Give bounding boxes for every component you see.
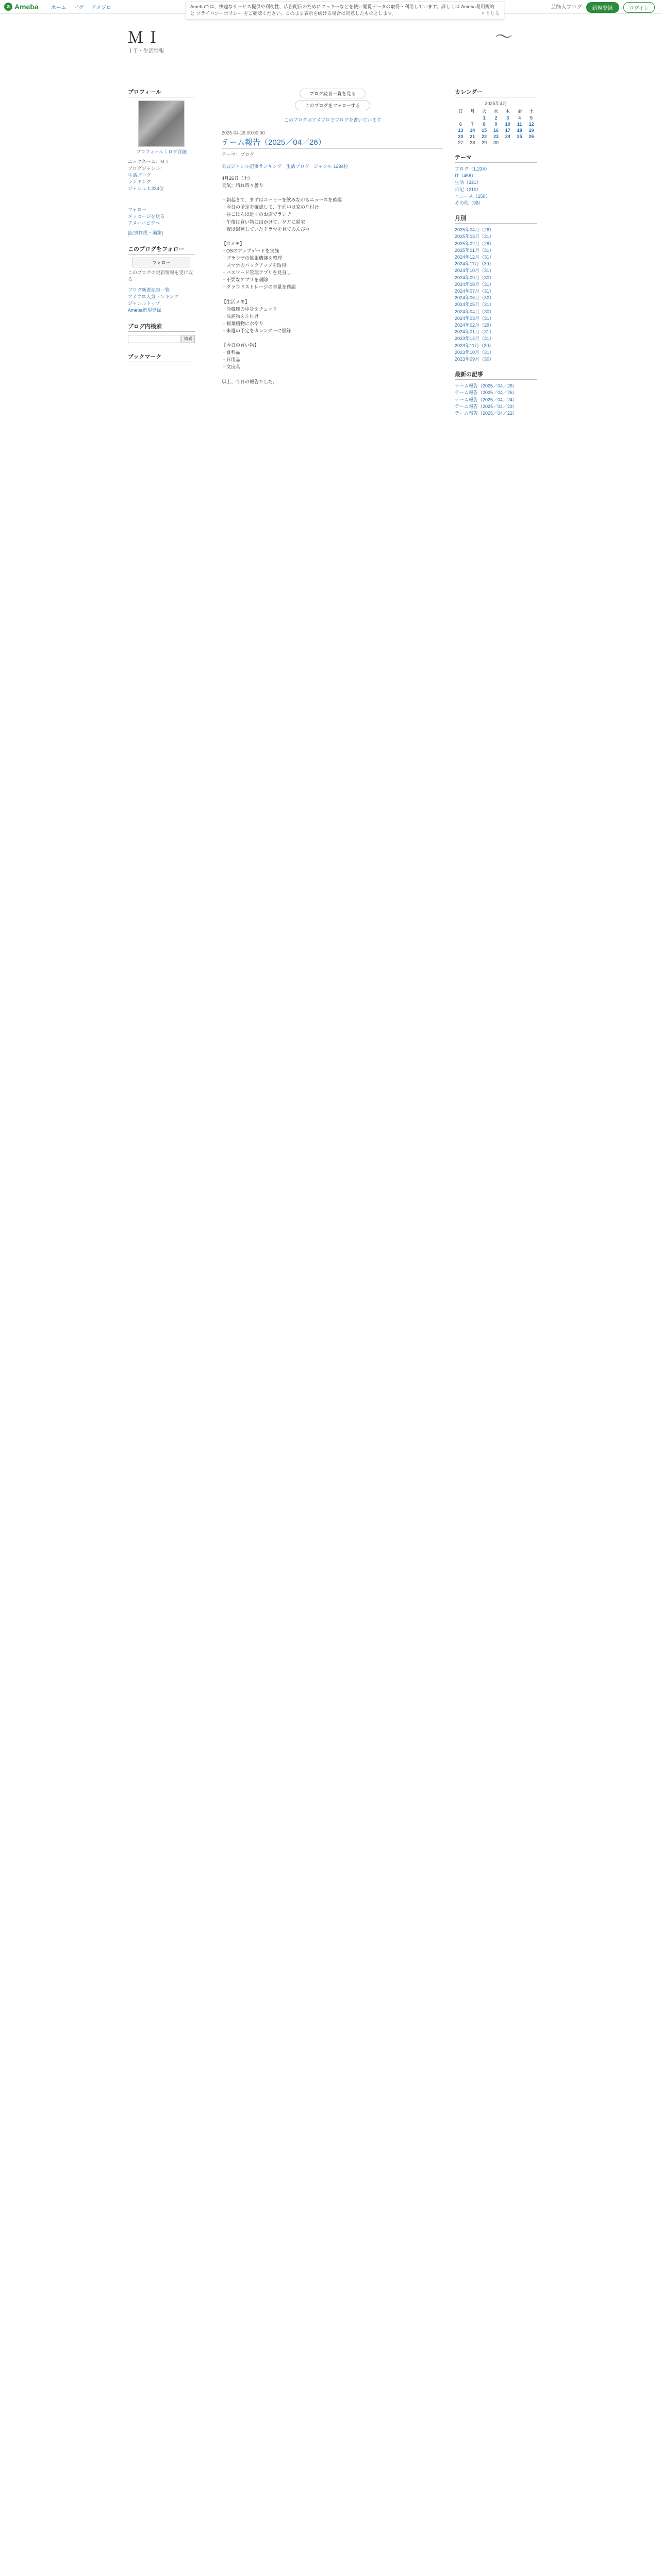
cal-day[interactable]: 23 (493, 134, 499, 139)
entry-title[interactable]: テーム報告（2025／04／26） (222, 137, 443, 149)
month-item[interactable]: 2024年10月（31） (455, 268, 494, 274)
month-item[interactable]: 2024年11月（30） (455, 261, 494, 267)
month-item[interactable]: 2025年01月（31） (455, 247, 494, 253)
cal-day[interactable]: 4 (518, 115, 521, 121)
cal-day[interactable]: 19 (528, 128, 534, 133)
profile-heading: プロフィール (128, 88, 195, 97)
cookie-notice-close[interactable]: × とじる (482, 11, 500, 16)
cal-day[interactable]: 17 (505, 128, 510, 133)
profile-line: ランキング (128, 179, 151, 184)
ameba-logo[interactable] (4, 3, 39, 11)
calendar (455, 107, 537, 146)
month-item[interactable]: 2024年09月（30） (455, 275, 494, 280)
cal-day[interactable]: 16 (493, 128, 499, 133)
cal-day (455, 115, 467, 121)
month-item[interactable]: 2023年09月（30） (455, 357, 494, 362)
cal-day[interactable]: 22 (482, 134, 487, 139)
bookmark-heading: ブックマーク (128, 352, 195, 362)
cal-head: 土 (529, 109, 534, 114)
cal-day[interactable]: 6 (459, 122, 462, 127)
genre-link[interactable]: 生活ブログ (286, 164, 309, 169)
cal-day[interactable]: 7 (471, 122, 474, 127)
login-button[interactable]: ログイン (623, 2, 655, 13)
theme-item[interactable]: 日記（210） (455, 187, 482, 192)
cal-day[interactable]: 5 (530, 115, 533, 121)
main-content (222, 88, 443, 385)
right-sidebar (455, 88, 537, 417)
blog-title[interactable]: ＭＩ (128, 29, 163, 47)
cal-day (514, 140, 525, 146)
month-item[interactable]: 2023年12月（31） (455, 336, 494, 342)
profile-nickname: ニックネーム：ＭＩ (128, 159, 170, 164)
profile-line[interactable]: 生活ブログ (128, 173, 152, 178)
month-item[interactable]: 2023年10月（31） (455, 349, 494, 355)
cal-day[interactable]: 11 (517, 122, 522, 127)
theme-list (455, 166, 537, 207)
follow-note: このブログの更新情報を受け取る (128, 270, 193, 282)
cal-day[interactable]: 18 (517, 128, 522, 133)
header-decoration: 〜 (495, 27, 512, 47)
cal-day (467, 115, 478, 121)
cookie-notice (186, 1, 504, 20)
cal-day: 30 (493, 140, 499, 145)
recent-item[interactable]: テーム報告（2025／04／23） (455, 403, 518, 409)
month-item[interactable]: 2024年06月（30） (455, 295, 494, 301)
profile-actions (128, 207, 195, 227)
cal-day[interactable]: 26 (528, 134, 534, 139)
ameblo-tagline[interactable]: このブログはアメブロでブログを書いています (284, 117, 382, 123)
cal-day: 27 (458, 140, 464, 145)
month-item[interactable]: 2025年02月（28） (455, 241, 494, 246)
recent-item[interactable]: テーム報告（2025／04／26） (455, 383, 518, 389)
cal-head: 木 (505, 109, 510, 114)
follow-blog-button[interactable]: このブログをフォローする (295, 100, 370, 110)
month-item[interactable]: 2024年12月（31） (455, 255, 494, 260)
ranking-link[interactable]: ブログ新着記事一覧 (128, 287, 170, 293)
theme-item[interactable]: その他（98） (455, 200, 484, 206)
cookie-notice-text: Amebaでは、快適なサービス提供や利便性、広告配信のためにクッキーなどを使い閲覧データの取得・利用しています。詳しくは Ameba利用規約 と プライバシーポリシー をご確認ください。このまま表示を続ける場合は同意したものとします。 (190, 4, 494, 16)
ranking-links (128, 287, 195, 314)
rank-value[interactable]: ジャンル 1234位 (313, 164, 349, 169)
cal-head: 日 (458, 109, 463, 114)
follow-link[interactable]: フォロー (128, 207, 146, 212)
calendar-heading: カレンダー (455, 88, 537, 97)
ranking-link[interactable]: アメブロ人気ランキング (128, 294, 179, 299)
follow-button[interactable]: フォロー (133, 258, 190, 267)
entry-body: 4月26日（土） 天気：晴れ時々曇り ・朝起きて、まずはコーヒーを飲みながらニュースを確認 ・今日の予定を確認して、午前中は家の片付け ・昼ごはんは近くのお店でランチ ・午後は買い物に出かけて、夕方に帰宅 ・夜は録画していたドラマを見てのんびり 【ITメモ】 ・OSのアップデートを実施 ・ブラウザの拡張機能を整理 ・スマホのバックアップを取得 ・パスワード管理アプリを見直し ・不要なアプリを削除 ・クラウドストレージの容量を確認 【生活メモ】 ・冷蔵庫の中身をチェック ・洗濯物を片付け ・観葉植物に水やり ・来週の予定をカレンダーに登録 【今日の買い物】 ・食料品 ・日用品 ・文房具 以上、今日の報告でした。 (222, 176, 342, 384)
cal-day[interactable]: 2 (494, 115, 498, 121)
cal-day[interactable]: 24 (505, 134, 510, 139)
signup-button[interactable]: 新規登録 (586, 2, 619, 13)
blog-search (128, 335, 195, 343)
cal-head: 火 (482, 109, 487, 114)
top-right (551, 2, 655, 13)
blog-search-heading: ブログ内検索 (128, 322, 195, 332)
month-item[interactable]: 2024年02月（29） (455, 323, 494, 328)
message-link[interactable]: メッセージを送る (128, 214, 165, 219)
celebrity-blog-link[interactable]: 芸能人ブログ (551, 5, 582, 10)
cal-day[interactable]: 1 (483, 115, 486, 121)
cal-head: 金 (517, 109, 522, 114)
cal-day[interactable]: 10 (505, 122, 510, 127)
blog-search-input[interactable] (128, 335, 180, 343)
theme-heading: テーマ (455, 153, 537, 163)
cal-head: 水 (493, 109, 499, 114)
entry-date: 2025-04-26 00:00:00 (222, 130, 265, 135)
pigg-link[interactable]: アメーバピグへ (128, 221, 160, 226)
ranking-link[interactable]: Ameba新規登録 (128, 308, 161, 313)
recent-item[interactable]: テーム報告（2025／04／25） (455, 390, 518, 396)
nav-ameblo[interactable]: アメブロ (91, 5, 112, 11)
blog-header (0, 14, 662, 76)
month-item[interactable]: 2025年03月（31） (455, 234, 494, 240)
calendar-month: 2025年4月 (485, 101, 507, 106)
cal-day[interactable]: 20 (458, 134, 464, 139)
nav-pigg[interactable]: ピグ (73, 5, 84, 11)
cal-head: 月 (470, 109, 475, 114)
profile-line: ブログジャンル： (128, 166, 165, 171)
month-item[interactable]: 2024年07月（31） (455, 289, 494, 294)
cal-day[interactable]: 15 (482, 128, 487, 133)
ranking-link[interactable]: ジャンルトップ (128, 301, 160, 306)
cal-day: 29 (482, 140, 487, 145)
month-item[interactable]: 2024年03月（31） (455, 315, 494, 321)
cal-day (502, 140, 514, 146)
profile-link[interactable]: プロフィール｜ログ詳細 (136, 149, 187, 155)
theme-item[interactable]: ニュース（150） (455, 193, 490, 199)
profile-line[interactable]: ジャンル 1,234位 (128, 186, 164, 191)
month-item[interactable]: 2024年04月（30） (455, 309, 494, 314)
cal-day[interactable]: 13 (458, 128, 464, 133)
blog-search-button[interactable]: 検索 (181, 335, 195, 343)
cal-day[interactable]: 14 (470, 128, 475, 133)
monthly-list (455, 227, 537, 363)
month-item[interactable]: 2024年05月（31） (455, 302, 494, 308)
cal-day (525, 140, 537, 146)
recent-heading: 最新の記事 (455, 370, 537, 380)
reader-list-button[interactable]: ブログ読者一覧を見る (300, 89, 366, 98)
cal-day[interactable]: 25 (517, 134, 522, 139)
cal-day: 28 (470, 140, 475, 145)
top-nav (51, 3, 111, 11)
month-item[interactable]: 2023年11月（30） (455, 343, 494, 348)
recent-list (455, 383, 537, 417)
edit-entry-link[interactable]: [記事作成・編集] (128, 230, 163, 235)
cal-day[interactable]: 8 (483, 122, 486, 127)
ameba-logo-text: Ameba (14, 3, 39, 11)
cal-day[interactable]: 12 (528, 122, 534, 127)
monthly-heading: 月別 (455, 214, 537, 224)
month-item[interactable]: 2025年04月（26） (455, 227, 494, 233)
theme-item[interactable]: IT（456） (455, 173, 476, 179)
entry-theme[interactable]: テーマ：ブログ (222, 152, 255, 157)
cal-day[interactable]: 3 (506, 115, 509, 121)
recent-item[interactable]: テーム報告（2025／04／22） (455, 411, 518, 416)
month-item[interactable]: 2024年08月（31） (455, 281, 494, 287)
follow-heading: このブログをフォロー (128, 245, 195, 255)
entry-ranking (222, 163, 443, 170)
cal-day[interactable]: 21 (470, 134, 475, 139)
cal-day[interactable]: 9 (494, 122, 498, 127)
month-item[interactable]: 2024年01月（31） (455, 329, 494, 335)
theme-item[interactable]: 生活（321） (455, 180, 482, 185)
ameba-logo-icon: a (4, 3, 12, 11)
recent-item[interactable]: テーム報告（2025／04／24） (455, 397, 518, 402)
left-sidebar (128, 88, 195, 365)
profile-avatar[interactable] (138, 100, 185, 147)
entry-buttons (222, 88, 443, 111)
nav-home[interactable]: ホーム (51, 5, 67, 11)
theme-item[interactable]: ブログ（1,234） (455, 166, 490, 172)
genre-ranking-link[interactable]: 公式ジャンル記事ランキング (222, 164, 282, 169)
blog-description: ＩＴ・生活情報 (128, 48, 164, 54)
